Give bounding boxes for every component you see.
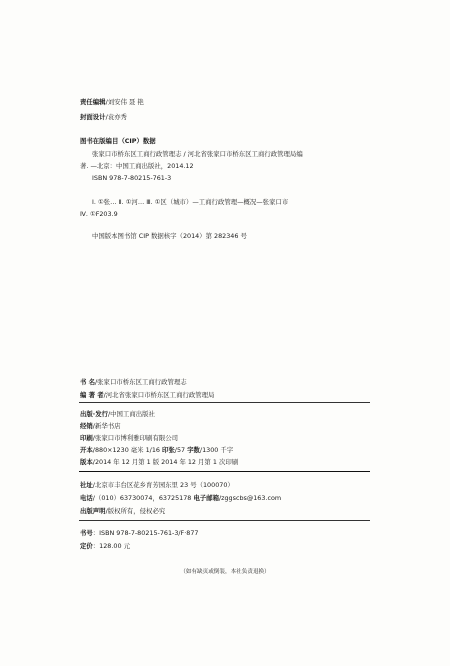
book-author-value: 河北省张家口市桥东区工商行政管理局 bbox=[105, 391, 215, 399]
book-number-row: 书号：ISBN 978-7-80215-761-3/F·877 bbox=[80, 529, 199, 537]
cip-isbn: ISBN 978-7-80215-761-3 bbox=[92, 174, 172, 182]
edition-row: 版本/2014 年 12 月第 1 版 2014 年 12 月第 1 次印刷 bbox=[80, 458, 239, 466]
book-title-row: 书 名/张家口市桥东区工商行政管理志 bbox=[80, 378, 187, 386]
phone-row: 电话/（010）63730074，63725178 电子邮箱/zggscbs@163.com bbox=[80, 494, 282, 502]
printer-label: 印刷 bbox=[80, 434, 93, 442]
book-author-row: 编 著 者/河北省张家口市桥东区工商行政管理局 bbox=[80, 391, 215, 399]
sheets-value: 57 bbox=[176, 446, 186, 454]
cover-designer-row: 封面设计/袁亦秀 bbox=[80, 113, 127, 121]
book-title-label: 书 名 bbox=[80, 378, 96, 386]
separator-line-2 bbox=[79, 471, 370, 472]
format-label: 开本 bbox=[80, 446, 93, 454]
words-label: 字数 bbox=[187, 446, 200, 454]
format-row: 开本/880×1230 毫米 1/16 印张/57 字数/1300 千字 bbox=[80, 446, 234, 454]
email-label: 电子邮箱 bbox=[193, 494, 219, 502]
separator-line-1 bbox=[79, 402, 370, 403]
distributor-row: 经销/新华书店 bbox=[80, 422, 121, 430]
book-author-label: 编 著 者 bbox=[80, 391, 104, 399]
printer-value: 张家口市博利雅印刷有限公司 bbox=[94, 434, 179, 442]
notice-value: 版权所有，侵权必究 bbox=[107, 507, 166, 515]
cover-designer-names: 袁亦秀 bbox=[107, 113, 127, 121]
book-title-value: 张家口市桥东区工商行政管理志 bbox=[97, 378, 187, 386]
edition-value: 2014 年 12 月第 1 版 2014 年 12 月第 1 次印刷 bbox=[94, 458, 239, 466]
words-value: 1300 千字 bbox=[202, 446, 234, 454]
price-label: 定价 bbox=[80, 542, 93, 550]
phone-label: 电话 bbox=[80, 494, 93, 502]
cip-line-1: 张家口市桥东区工商行政管理志 / 河北省张家口市桥东区工商行政管理局编 bbox=[92, 150, 303, 158]
format-value: 880×1230 毫米 1/16 bbox=[94, 446, 160, 454]
email-value: zggscbs@163.com bbox=[221, 494, 282, 502]
address-value: 北京市丰台区花乡育芳园东里 23 号（100070） bbox=[94, 481, 234, 489]
price-row: 定价：128.00 元 bbox=[80, 542, 130, 550]
printer-row: 印刷/张家口市博利雅印刷有限公司 bbox=[80, 434, 179, 442]
address-label: 社址 bbox=[80, 481, 93, 489]
price-value: 128.00 元 bbox=[99, 542, 130, 550]
distributor-value: 新华书店 bbox=[94, 422, 121, 430]
responsible-editor-label: 责任编辑 bbox=[80, 98, 106, 106]
notice-row: 出版声明/版权所有，侵权必究 bbox=[80, 507, 166, 515]
book-number-value: ISBN 978-7-80215-761-3/F·877 bbox=[99, 529, 199, 537]
notice-label: 出版声明 bbox=[80, 507, 106, 515]
responsible-editor-names: 刘安伟 聂 艳 bbox=[107, 98, 144, 106]
sheets-label: 印张 bbox=[162, 446, 175, 454]
cip-title: 图书在版编目（CIP）数据 bbox=[80, 137, 156, 145]
edition-label: 版本 bbox=[80, 458, 93, 466]
separator-line-3 bbox=[79, 520, 370, 521]
publisher-row: 出版·发行/中国工商出版社 bbox=[80, 410, 155, 418]
cip-core-number: 中国版本图书馆 CIP 数据核字（2014）第 282346 号 bbox=[92, 232, 247, 240]
publisher-value: 中国工商出版社 bbox=[110, 410, 155, 418]
footer-note: （如有缺页或倒装，本社负责退换） bbox=[180, 569, 270, 575]
cip-line-2: 著. —北京：中国工商出版社，2014.12 bbox=[80, 162, 194, 170]
cip-subject-1: Ⅰ. ①张… Ⅱ. ①河… Ⅲ. ①区（城市）—工商行政管理—概况—张家口市 bbox=[92, 198, 289, 206]
publisher-label: 出版·发行 bbox=[80, 410, 108, 418]
book-number-label: 书号 bbox=[80, 529, 93, 537]
address-row: 社址/北京市丰台区花乡育芳园东里 23 号（100070） bbox=[80, 481, 234, 489]
distributor-label: 经销 bbox=[80, 422, 93, 430]
phone-value: （010）63730074，63725178 bbox=[94, 494, 192, 502]
cover-designer-label: 封面设计 bbox=[80, 113, 106, 121]
responsible-editor-row: 责任编辑/刘安伟 聂 艳 bbox=[80, 98, 144, 106]
cip-subject-2: Ⅳ. ①F203.9 bbox=[80, 210, 118, 218]
